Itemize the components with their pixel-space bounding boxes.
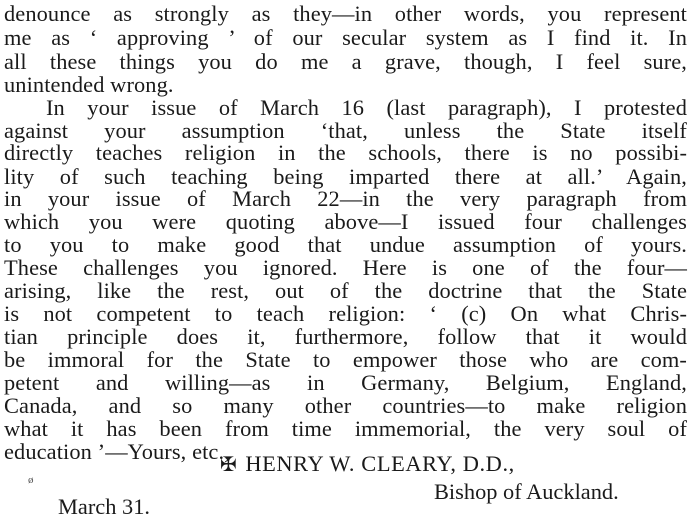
letter-line-5: In your issue of March 16 (last paragraph), I protested	[46, 95, 687, 120]
signature-title: Bishop of Auckland.	[434, 479, 619, 504]
letter-line-8: lity of such teaching being imparted there at all.’ Again,	[4, 164, 687, 189]
letter-line-1: denounce as strongly as they—in other words, you represent	[4, 1, 687, 26]
letter-date: March 31.	[58, 494, 151, 519]
letter-line-14: is not competent to teach religion: ‘ (c) On what Chris-	[4, 301, 687, 326]
letter-line-19: what it has been from time immemorial, the very soul of	[4, 416, 687, 441]
letter-line-13: arising, like the rest, out of the doctrine that the State	[4, 278, 687, 303]
letter-line-18: Canada, and so many other countries—to make religion	[4, 393, 687, 418]
signature-name: HENRY W. CLEARY, D.D.,	[245, 451, 515, 476]
letter-line-17: petent and willing—as in Germany, Belgium, England,	[4, 370, 687, 395]
letter-line-20: education ’—Yours, etc.,	[4, 439, 230, 464]
letter-line-4: unintended wrong.	[4, 72, 174, 97]
letter-line-16: be immoral for the State to empower those who are com-	[4, 347, 687, 372]
letter-line-7: directly teaches religion in the schools, there is no possibi-	[4, 140, 687, 165]
letter-line-6: against your assumption ‘that, unless the State itself	[4, 118, 687, 143]
letter-line-9: in your issue of March 22—in the very paragraph from	[4, 186, 687, 211]
letter-line-11: to you to make good that undue assumption of yours.	[4, 232, 687, 257]
signature-line	[220, 452, 515, 477]
letter-line-10: which you were quoting above—I issued four challenges	[4, 209, 687, 234]
letter-line-2: me as ‘ approving ’ of our secular system as I find it. In	[4, 25, 687, 50]
letter-line-3: all these things you do me a grave, though, I feel sure,	[4, 49, 687, 74]
letter-line-15: tian principle does it, furthermore, follow that it would	[4, 324, 687, 349]
letter-line-12: These challenges you ignored. Here is one of the four—	[4, 255, 687, 280]
maltese-cross-icon: ✠	[220, 454, 238, 476]
print-speck-mark: ø	[28, 474, 34, 486]
